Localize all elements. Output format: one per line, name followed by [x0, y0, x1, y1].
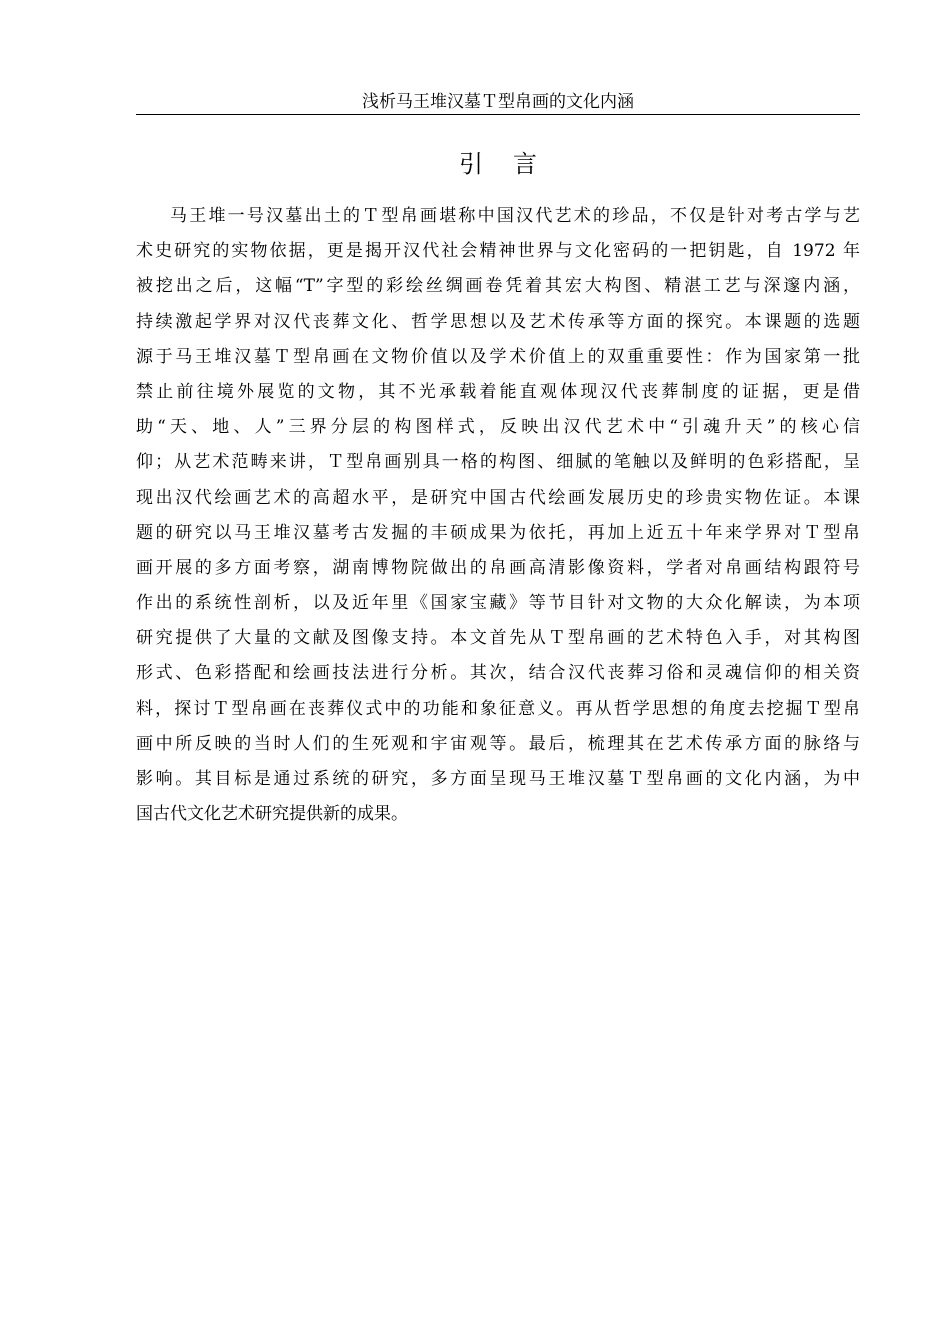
paragraph-line: 国古代文化艺术研究提供新的成果。 — [136, 804, 408, 825]
paragraph-line: 马王堆一号汉墓出土的Ｔ型帛画堪称中国汉代艺术的珍品，不仅是针对考古学与艺 — [170, 206, 860, 226]
section-title: 引言 — [459, 150, 567, 178]
header-rule — [136, 114, 860, 115]
paragraph-line: 术史研究的实物依据，更是揭开汉代社会精神世界与文化密码的一把钥匙，自 1972 年 — [136, 241, 860, 262]
paragraph-line: 禁止前往境外展览的文物，其不光承载着能直观体现汉代丧葬制度的证据，更是借 — [136, 381, 860, 402]
running-header: 浅析马王堆汉墓Ｔ型帛画的文化内涵 — [362, 92, 634, 112]
paragraph-line: 仰；从艺术范畴来讲，Ｔ型帛画别具一格的构图、细腻的笔触以及鲜明的色彩搭配，呈 — [136, 452, 860, 473]
paragraph-line: 画中所反映的当时人们的生死观和宇宙观等。最后，梳理其在艺术传承方面的脉络与 — [136, 733, 860, 754]
paragraph-line: 源于马王堆汉墓Ｔ型帛画在文物价值以及学术价值上的双重重要性：作为国家第一批 — [136, 346, 860, 367]
paragraph-line: 研究提供了大量的文献及图像支持。本文首先从Ｔ型帛画的艺术特色入手，对其构图 — [136, 628, 860, 649]
paragraph-line: 持续激起学界对汉代丧葬文化、哲学思想以及艺术传承等方面的探究。本课题的选题 — [136, 311, 860, 332]
paragraph-line: 料，探讨Ｔ型帛画在丧葬仪式中的功能和象征意义。再从哲学思想的角度去挖掘Ｔ型帛 — [136, 698, 860, 719]
paragraph-line: 作出的系统性剖析，以及近年里《国家宝藏》等节目针对文物的大众化解读，为本项 — [136, 593, 860, 614]
paragraph-line: 被挖出之后，这幅“T”字型的彩绘丝绸画卷凭着其宏大构图、精湛工艺与深邃内涵， — [136, 276, 860, 297]
body-paragraph — [136, 199, 860, 832]
paragraph-line: 现出汉代绘画艺术的高超水平，是研究中国古代绘画发展历史的珍贵实物佐证。本课 — [136, 487, 860, 508]
paragraph-line: 题的研究以马王堆汉墓考古发掘的丰硕成果为依托，再加上近五十年来学界对Ｔ型帛 — [136, 522, 860, 543]
paragraph-line: 画开展的多方面考察，湖南博物院做出的帛画高清影像资料，学者对帛画结构跟符号 — [136, 557, 860, 578]
paragraph-line: 形式、色彩搭配和绘画技法进行分析。其次，结合汉代丧葬习俗和灵魂信仰的相关资 — [136, 663, 860, 684]
paragraph-line: 影响。其目标是通过系统的研究，多方面呈现马王堆汉墓Ｔ型帛画的文化内涵，为中 — [136, 769, 860, 789]
paragraph-line: 助“天、地、人”三界分层的构图样式，反映出汉代艺术中“引魂升天”的核心信 — [136, 417, 860, 438]
